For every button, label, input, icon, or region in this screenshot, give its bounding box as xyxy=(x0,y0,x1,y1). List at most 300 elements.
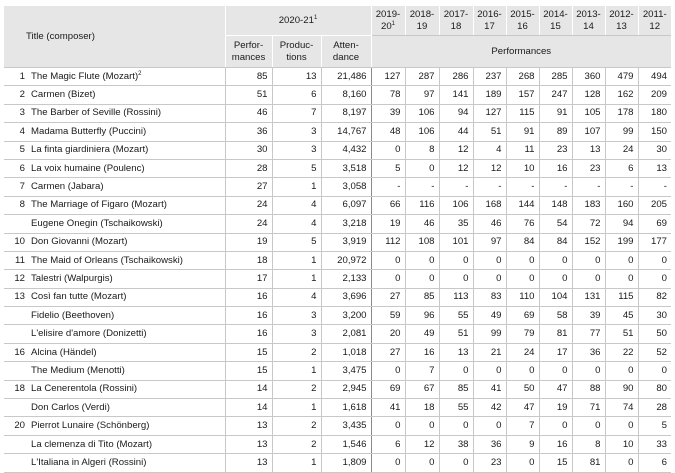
year-performances-cell: 84 xyxy=(506,233,539,251)
year-performances-cell: 6 xyxy=(371,435,405,453)
year-header: 2019- $20^1$ xyxy=(371,6,405,36)
title-text: The Maid of Orleans (Tschaikowski) xyxy=(31,254,183,266)
year-performances-cell: 6 xyxy=(638,454,671,472)
year-performances-cell: 360 xyxy=(572,68,605,86)
year-performances-cell: 494 xyxy=(638,68,671,86)
productions-cell: 13 xyxy=(272,68,321,86)
year-performances-cell: 13 xyxy=(572,141,605,159)
productions-cell: 2 xyxy=(272,343,321,361)
year-performances-cell: 0 xyxy=(539,417,572,435)
year-performances-cell: 0 xyxy=(371,454,405,472)
year-performances-cell: 131 xyxy=(572,288,605,306)
year-header: 2017- 18 xyxy=(439,6,473,36)
year-performances-cell: 150 xyxy=(638,123,671,141)
table-row xyxy=(4,159,671,177)
title-cell xyxy=(29,178,225,196)
year-performances-cell: 81 xyxy=(572,454,605,472)
year-performances-cell: 128 xyxy=(572,86,605,104)
year-performances-cell: 19 xyxy=(539,399,572,417)
productions-cell: 3 xyxy=(272,307,321,325)
rank-cell: 13 xyxy=(4,288,29,306)
year-performances-cell: 72 xyxy=(572,215,605,233)
title-cell xyxy=(29,215,225,233)
attendance-cell: 14,767 xyxy=(321,123,371,141)
rank-cell: 11 xyxy=(4,251,29,269)
table-row xyxy=(4,141,671,159)
table-row xyxy=(4,251,671,269)
year-performances-cell: 69 xyxy=(371,380,405,398)
year-performances-cell: 21 xyxy=(473,343,506,361)
year-performances-cell: 127 xyxy=(473,104,506,122)
year-performances-cell: 58 xyxy=(539,307,572,325)
year-performances-cell: 0 xyxy=(506,362,539,380)
year-performances-cell: 0 xyxy=(371,251,405,269)
year-performances-cell: 0 xyxy=(638,251,671,269)
year-performances-cell: 0 xyxy=(605,362,638,380)
year-performances-cell: 42 xyxy=(473,399,506,417)
year-performances-cell: 36 xyxy=(572,343,605,361)
year-header: 2018- 19 xyxy=(405,6,439,36)
year-performances-cell: 24 xyxy=(605,141,638,159)
title-text: La clemenza di Tito (Mozart) xyxy=(31,438,153,450)
year-performances-cell: 286 xyxy=(439,68,473,86)
year-performances-cell: 104 xyxy=(539,288,572,306)
year-performances-cell: 69 xyxy=(638,215,671,233)
year-performances-cell: 6 xyxy=(605,159,638,177)
rank-cell: 3 xyxy=(4,104,29,122)
year-performances-cell: 0 xyxy=(473,417,506,435)
title-text: Talestri (Walpurgis) xyxy=(31,272,113,284)
year-performances-cell: 0 xyxy=(638,270,671,288)
rank-cell: 20 xyxy=(4,417,29,435)
attendance-cell: 3,518 xyxy=(321,159,371,177)
attendance-cell: 2,081 xyxy=(321,325,371,343)
title-cell xyxy=(29,270,225,288)
title-cell xyxy=(29,417,225,435)
year-performances-cell: 46 xyxy=(473,215,506,233)
year-performances-cell: 0 xyxy=(572,362,605,380)
performances-cell: 27 xyxy=(225,178,272,196)
year-performances-cell: 67 xyxy=(405,380,439,398)
year-performances-cell: 94 xyxy=(605,215,638,233)
productions-cell: 1 xyxy=(272,362,321,380)
rank-cell: 1 xyxy=(4,68,29,86)
year-performances-cell: - xyxy=(539,178,572,196)
table-row xyxy=(4,178,671,196)
productions-cell: 1 xyxy=(272,178,321,196)
year-performances-cell: 0 xyxy=(506,454,539,472)
attendance-cell: 8,160 xyxy=(321,86,371,104)
year-performances-cell: 0 xyxy=(605,270,638,288)
year-performances-cell: 23 xyxy=(572,159,605,177)
performances-cell: 13 xyxy=(225,417,272,435)
year-performances-cell: 27 xyxy=(371,343,405,361)
table-row xyxy=(4,196,671,214)
year-performances-cell: 46 xyxy=(405,215,439,233)
year-performances-cell: 0 xyxy=(371,362,405,380)
year-performances-cell: 16 xyxy=(539,159,572,177)
year-performances-cell: 12 xyxy=(439,141,473,159)
performances-cell: 51 xyxy=(225,86,272,104)
year-performances-cell: 76 xyxy=(506,215,539,233)
year-performances-cell: 162 xyxy=(605,86,638,104)
year-performances-cell: 49 xyxy=(405,325,439,343)
year-performances-cell: 157 xyxy=(506,86,539,104)
year-performances-cell: 116 xyxy=(405,196,439,214)
year-performances-cell: 10 xyxy=(506,159,539,177)
year-performances-cell: 55 xyxy=(439,307,473,325)
title-cell xyxy=(29,399,225,417)
attendance-cell: 1,618 xyxy=(321,399,371,417)
title-cell xyxy=(29,325,225,343)
attendance-cell: 3,696 xyxy=(321,288,371,306)
title-cell xyxy=(29,288,225,306)
performances-cell: 15 xyxy=(225,362,272,380)
title-cell xyxy=(29,159,225,177)
year-performances-cell: 8 xyxy=(572,435,605,453)
year-performances-cell: 0 xyxy=(439,454,473,472)
rank-cell: 6 xyxy=(4,159,29,177)
productions-cell: 4 xyxy=(272,196,321,214)
rank-cell xyxy=(4,362,29,380)
performances-cell: 13 xyxy=(225,454,272,472)
rank-cell xyxy=(4,454,29,472)
rank-cell xyxy=(4,399,29,417)
year-performances-cell: 85 xyxy=(439,380,473,398)
year-performances-cell: 0 xyxy=(506,251,539,269)
year-performances-cell: 0 xyxy=(473,251,506,269)
table-row xyxy=(4,380,671,398)
year-performances-cell: 268 xyxy=(506,68,539,86)
year-performances-cell: 80 xyxy=(638,380,671,398)
table-row xyxy=(4,233,671,251)
year-performances-cell: 168 xyxy=(473,196,506,214)
attendance-cell: 1,018 xyxy=(321,343,371,361)
year-performances-cell: 91 xyxy=(539,104,572,122)
year-performances-cell: 110 xyxy=(506,288,539,306)
rank-cell: 18 xyxy=(4,380,29,398)
table-row xyxy=(4,68,671,86)
productions-cell: 4 xyxy=(272,215,321,233)
performances-cell: 85 xyxy=(225,68,272,86)
table-row xyxy=(4,362,671,380)
year-performances-cell: 0 xyxy=(371,141,405,159)
year-performances-cell: 141 xyxy=(439,86,473,104)
year-performances-cell: 66 xyxy=(371,196,405,214)
performances-subheader: Perfor- mances xyxy=(225,36,272,68)
year-performances-cell: 0 xyxy=(371,417,405,435)
rank-cell: 10 xyxy=(4,233,29,251)
performances-cell: 28 xyxy=(225,159,272,177)
year-performances-cell: 112 xyxy=(371,233,405,251)
year-performances-cell: 49 xyxy=(473,307,506,325)
year-performances-cell: 27 xyxy=(371,288,405,306)
rank-cell: 4 xyxy=(4,123,29,141)
year-performances-cell: 12 xyxy=(405,435,439,453)
title-cell xyxy=(29,68,225,86)
performances-cell: 16 xyxy=(225,325,272,343)
year-performances-cell: 199 xyxy=(605,233,638,251)
header-row-top xyxy=(4,6,671,36)
year-header: 2013- 14 xyxy=(572,6,605,36)
year-performances-cell: 88 xyxy=(572,380,605,398)
year-performances-cell: 178 xyxy=(605,104,638,122)
year-performances-cell: 177 xyxy=(638,233,671,251)
year-performances-cell: 107 xyxy=(572,123,605,141)
productions-subheader: Produc- tions xyxy=(272,36,321,68)
performances-cell: 30 xyxy=(225,141,272,159)
title-text: La finta giardiniera (Mozart) xyxy=(31,144,149,156)
year-performances-cell: 13 xyxy=(439,343,473,361)
productions-cell: 7 xyxy=(272,104,321,122)
year-performances-cell: 8 xyxy=(405,141,439,159)
year-performances-cell: 51 xyxy=(605,325,638,343)
year-performances-cell: 55 xyxy=(439,399,473,417)
year-performances-cell: 38 xyxy=(439,435,473,453)
year-performances-cell: 0 xyxy=(439,270,473,288)
year-performances-cell: 183 xyxy=(572,196,605,214)
year-performances-cell: 39 xyxy=(572,307,605,325)
attendance-cell: 21,486 xyxy=(321,68,371,86)
attendance-cell: 1,546 xyxy=(321,435,371,453)
performances-cell: 16 xyxy=(225,288,272,306)
year-performances-cell: 0 xyxy=(539,270,572,288)
year-performances-cell: 0 xyxy=(572,417,605,435)
title-text: Pierrot Lunaire (Schönberg) xyxy=(31,420,150,432)
year-performances-cell: - xyxy=(572,178,605,196)
productions-cell: 2 xyxy=(272,435,321,453)
year-performances-cell: 287 xyxy=(405,68,439,86)
table-row xyxy=(4,270,671,288)
attendance-cell: 3,919 xyxy=(321,233,371,251)
productions-cell: 4 xyxy=(272,288,321,306)
productions-cell: 1 xyxy=(272,251,321,269)
productions-cell: 1 xyxy=(272,454,321,472)
year-performances-cell: 20 xyxy=(371,325,405,343)
performances-cell: 24 xyxy=(225,215,272,233)
attendance-cell: 6,097 xyxy=(321,196,371,214)
performances-group-header: Performances xyxy=(371,36,671,68)
year-performances-cell: - xyxy=(371,178,405,196)
year-performances-cell: 148 xyxy=(539,196,572,214)
year-performances-cell: 5 xyxy=(638,417,671,435)
attendance-cell: 4,432 xyxy=(321,141,371,159)
title-cell xyxy=(29,86,225,104)
table-row xyxy=(4,343,671,361)
year-performances-cell: - xyxy=(405,178,439,196)
year-header: 2015- 16 xyxy=(506,6,539,36)
table-row xyxy=(4,104,671,122)
attendance-subheader: Atten- dance xyxy=(321,36,371,68)
performances-cell: 24 xyxy=(225,196,272,214)
performances-cell: 36 xyxy=(225,123,272,141)
year-performances-cell: 99 xyxy=(473,325,506,343)
year-performances-cell: 0 xyxy=(473,270,506,288)
performances-cell: 17 xyxy=(225,270,272,288)
year-performances-cell: 84 xyxy=(539,233,572,251)
year-performances-cell: 0 xyxy=(439,251,473,269)
table-row xyxy=(4,307,671,325)
attendance-cell: 2,133 xyxy=(321,270,371,288)
table-row xyxy=(4,288,671,306)
year-performances-cell: 74 xyxy=(605,399,638,417)
year-performances-cell: 106 xyxy=(405,123,439,141)
table-row xyxy=(4,86,671,104)
year-performances-cell: 78 xyxy=(371,86,405,104)
year-performances-cell: 108 xyxy=(405,233,439,251)
title-text: La Cenerentola (Rossini) xyxy=(31,383,138,395)
table-row xyxy=(4,123,671,141)
year-performances-cell: 16 xyxy=(539,435,572,453)
year-header: 2012- 13 xyxy=(605,6,638,36)
productions-cell: 3 xyxy=(272,141,321,159)
year-performances-cell: 44 xyxy=(439,123,473,141)
attendance-cell: 3,435 xyxy=(321,417,371,435)
year-performances-cell: 54 xyxy=(539,215,572,233)
year-performances-cell: 51 xyxy=(473,123,506,141)
rank-cell xyxy=(4,307,29,325)
year-performances-cell: 11 xyxy=(506,141,539,159)
title-text: L'Italiana in Algeri (Rossini) xyxy=(31,456,147,468)
productions-cell: 6 xyxy=(272,86,321,104)
year-performances-cell: 205 xyxy=(638,196,671,214)
title-cell xyxy=(29,233,225,251)
footnote-marker: 2 xyxy=(138,70,142,77)
year-performances-cell: 10 xyxy=(605,435,638,453)
year-performances-cell: - xyxy=(506,178,539,196)
year-performances-cell: 23 xyxy=(473,454,506,472)
year-performances-cell: 0 xyxy=(638,362,671,380)
productions-cell: 2 xyxy=(272,380,321,398)
title-text: Don Carlos (Verdi) xyxy=(31,401,110,413)
year-performances-cell: 52 xyxy=(638,343,671,361)
year-performances-cell: 12 xyxy=(473,159,506,177)
year-performances-cell: 77 xyxy=(572,325,605,343)
title-text: Eugene Onegin (Tschaikowski) xyxy=(31,217,163,229)
productions-cell: 3 xyxy=(272,123,321,141)
table-row xyxy=(4,454,671,472)
year-performances-cell: 247 xyxy=(539,86,572,104)
year-performances-cell: 285 xyxy=(539,68,572,86)
attendance-cell: 3,200 xyxy=(321,307,371,325)
season-group-header: $2020-21^1$ xyxy=(225,6,371,36)
year-performances-cell: 0 xyxy=(405,417,439,435)
year-performances-cell: - xyxy=(605,178,638,196)
year-performances-cell: 0 xyxy=(405,454,439,472)
year-performances-cell: 0 xyxy=(605,417,638,435)
year-performances-cell: - xyxy=(473,178,506,196)
table-row xyxy=(4,417,671,435)
year-performances-cell: 23 xyxy=(539,141,572,159)
year-performances-cell: 50 xyxy=(638,325,671,343)
year-performances-cell: 160 xyxy=(605,196,638,214)
year-performances-cell: 0 xyxy=(371,270,405,288)
year-performances-cell: 18 xyxy=(405,399,439,417)
rank-cell xyxy=(4,435,29,453)
year-performances-cell: 71 xyxy=(572,399,605,417)
year-performances-cell: 89 xyxy=(539,123,572,141)
year-performances-cell: 97 xyxy=(405,86,439,104)
year-performances-cell: 13 xyxy=(638,159,671,177)
year-performances-cell: 36 xyxy=(473,435,506,453)
attendance-cell: 3,475 xyxy=(321,362,371,380)
performances-cell: 16 xyxy=(225,307,272,325)
year-performances-cell: 47 xyxy=(506,399,539,417)
title-text: Fidelio (Beethoven) xyxy=(31,309,115,321)
year-performances-cell: 0 xyxy=(506,270,539,288)
year-performances-cell: 97 xyxy=(473,233,506,251)
attendance-cell: 1,809 xyxy=(321,454,371,472)
year-performances-cell: 82 xyxy=(638,288,671,306)
performances-cell: 14 xyxy=(225,380,272,398)
year-header: 2014- 15 xyxy=(539,6,572,36)
title-cell xyxy=(29,307,225,325)
title-text: Carmen (Jabara) xyxy=(31,181,104,193)
year-performances-cell: 19 xyxy=(371,215,405,233)
year-performances-cell: 79 xyxy=(506,325,539,343)
title-text: Madama Butterfly (Puccini) xyxy=(31,125,147,137)
year-performances-cell: 28 xyxy=(638,399,671,417)
year-performances-cell: 45 xyxy=(605,307,638,325)
year-performances-cell: 0 xyxy=(439,417,473,435)
year-performances-cell: 9 xyxy=(506,435,539,453)
title-cell xyxy=(29,362,225,380)
year-performances-cell: 94 xyxy=(439,104,473,122)
year-header: 2016- 17 xyxy=(473,6,506,36)
year-performances-cell: 30 xyxy=(638,307,671,325)
title-text: The Magic Flute (Mozart) xyxy=(31,70,139,82)
year-performances-cell: 85 xyxy=(405,288,439,306)
year-performances-cell: 0 xyxy=(405,159,439,177)
year-performances-cell: 39 xyxy=(371,104,405,122)
productions-cell: 5 xyxy=(272,233,321,251)
attendance-cell: 3,218 xyxy=(321,215,371,233)
year-performances-cell: 91 xyxy=(506,123,539,141)
year-performances-cell: 101 xyxy=(439,233,473,251)
rank-cell: 7 xyxy=(4,178,29,196)
year-performances-cell: 47 xyxy=(539,380,572,398)
title-text: The Medium (Menotti) xyxy=(31,364,125,376)
attendance-cell: 20,972 xyxy=(321,251,371,269)
table-row xyxy=(4,325,671,343)
year-performances-cell: 237 xyxy=(473,68,506,86)
year-performances-cell: 50 xyxy=(506,380,539,398)
year-performances-cell: - xyxy=(439,178,473,196)
title-cell xyxy=(29,104,225,122)
performances-cell: 13 xyxy=(225,435,272,453)
year-performances-cell: 0 xyxy=(539,251,572,269)
year-performances-cell: 41 xyxy=(473,380,506,398)
year-performances-cell: - xyxy=(638,178,671,196)
year-header: 2011- 12 xyxy=(638,6,671,36)
year-performances-cell: 106 xyxy=(439,196,473,214)
title-column-header: Title (composer) xyxy=(4,6,225,68)
year-performances-cell: 15 xyxy=(539,454,572,472)
year-performances-cell: 127 xyxy=(371,68,405,86)
year-performances-cell: 115 xyxy=(605,288,638,306)
year-performances-cell: 115 xyxy=(506,104,539,122)
year-performances-cell: 0 xyxy=(473,362,506,380)
rank-cell: 5 xyxy=(4,141,29,159)
attendance-cell: 2,945 xyxy=(321,380,371,398)
year-performances-cell: 17 xyxy=(539,343,572,361)
performances-cell: 15 xyxy=(225,343,272,361)
rank-cell: 12 xyxy=(4,270,29,288)
year-performances-cell: 24 xyxy=(506,343,539,361)
year-performances-cell: 0 xyxy=(405,251,439,269)
year-performances-cell: 106 xyxy=(405,104,439,122)
table-row xyxy=(4,435,671,453)
